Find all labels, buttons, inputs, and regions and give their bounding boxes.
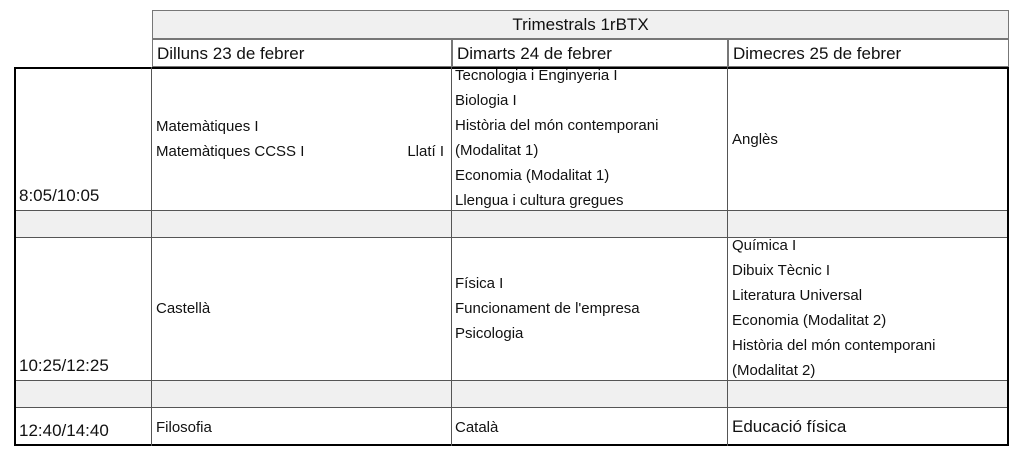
exam-subject: Català — [455, 419, 499, 436]
day-header-tue-label: Dimarts 24 de febrer — [457, 44, 612, 63]
exam-cell-mon — [152, 69, 451, 210]
exam-cell-wed — [728, 69, 1007, 210]
time-slot-label: 10:25/12:25 — [19, 356, 109, 375]
break-row — [16, 380, 1007, 408]
exam-subject: Economia (Modalitat 1) — [455, 167, 610, 184]
exam-subject: Filosofia — [156, 419, 212, 436]
exam-subject: Psicologia — [455, 325, 524, 342]
exam-subject: Física I — [455, 275, 504, 292]
exam-subject: Tecnologia i Enginyeria I — [455, 67, 618, 84]
grid-line — [151, 380, 152, 408]
break-row — [16, 210, 1007, 238]
exam-subject: (Modalitat 2) — [732, 362, 816, 379]
exam-subject: Matemàtiques CCSS I — [156, 143, 305, 160]
grid-line — [727, 210, 728, 238]
grid-line — [451, 210, 452, 238]
exam-subject: Economia (Modalitat 2) — [732, 312, 887, 329]
exam-subject: Anglès — [732, 131, 778, 148]
exam-subject: Química I — [732, 237, 797, 254]
exam-subject: Llengua i cultura gregues — [455, 192, 624, 209]
time-slot-label: 8:05/10:05 — [19, 186, 100, 205]
exam-subject: Dibuix Tècnic I — [732, 262, 831, 279]
exam-subject: Literatura Universal — [732, 287, 863, 304]
exam-subject: Funcionament de l'empresa — [455, 300, 640, 317]
exam-subject: Història del món contemporani — [732, 337, 936, 354]
exam-cell-tue — [452, 67, 727, 210]
exam-subject: Història del món contemporani — [455, 117, 659, 134]
exam-subject: Biologia I — [455, 92, 517, 109]
exam-cell-mon — [152, 239, 451, 380]
day-header-tue — [452, 39, 728, 67]
exam-subject: Matemàtiques I — [156, 118, 259, 135]
grid-line — [451, 380, 452, 408]
exam-cell-tue — [452, 409, 727, 444]
time-slot-label: 12:40/14:40 — [19, 421, 109, 440]
timetable-title-cell — [152, 10, 1009, 39]
time-cell — [16, 239, 151, 380]
exam-cell-tue — [452, 239, 727, 380]
exam-cell-wed — [728, 237, 1007, 380]
exam-cell-wed — [728, 409, 1007, 444]
exam-subject: (Modalitat 1) — [455, 142, 539, 159]
grid-line — [727, 380, 728, 408]
day-header-wed-label: Dimecres 25 de febrer — [733, 44, 902, 63]
exam-cell-mon — [152, 409, 451, 444]
exam-subject: Llatí I — [407, 143, 444, 160]
exam-subject: Educació física — [732, 417, 847, 436]
grid-line — [151, 210, 152, 238]
time-cell — [16, 69, 151, 210]
timetable-title: Trimestrals 1rBTX — [512, 15, 649, 34]
time-cell — [16, 409, 151, 444]
day-header-mon-label: Dilluns 23 de febrer — [157, 44, 305, 63]
day-header-mon — [152, 39, 452, 67]
day-header-wed — [728, 39, 1009, 67]
exam-subject: Castellà — [156, 300, 211, 317]
